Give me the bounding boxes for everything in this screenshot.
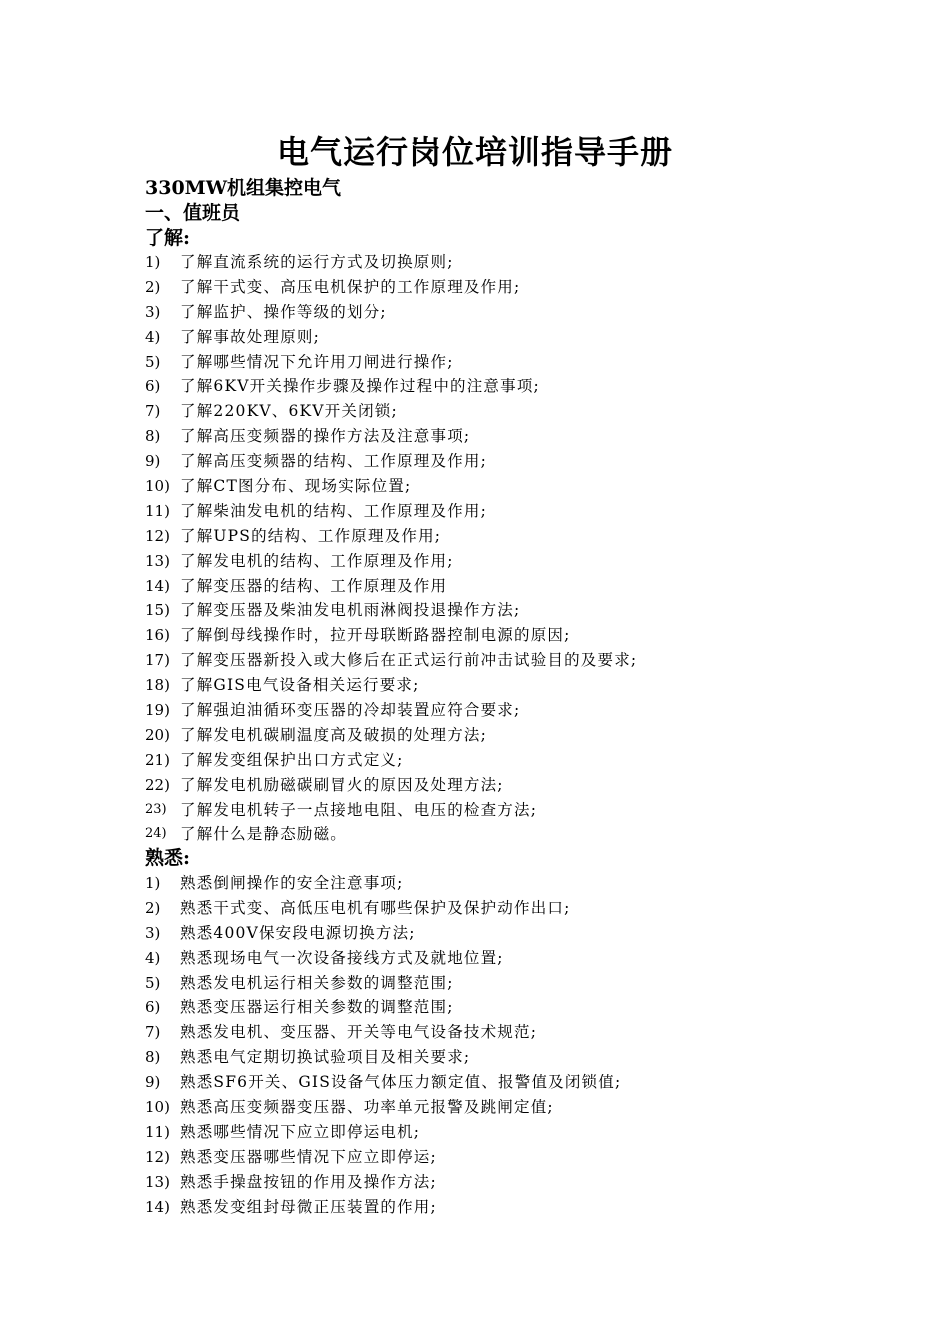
item-number: 14) — [145, 576, 170, 595]
item-text: 熟悉高压变频器变压器、功率单元报警及跳闸定值; — [180, 1098, 554, 1117]
item-text: 了解发电机励磁碳刷冒火的原因及处理方法; — [180, 775, 504, 794]
item-text: 了解事故处理原则; — [180, 327, 321, 346]
list-item — [145, 1020, 845, 1045]
item-text: 了解UPS的结构、工作原理及作用; — [180, 526, 442, 545]
item-number: 6) — [145, 377, 161, 396]
section-heading-familiar: 熟悉: — [145, 847, 191, 869]
list-item — [145, 648, 845, 673]
item-text: 了解CT图分布、现场实际位置; — [180, 477, 412, 496]
item-number: 17) — [145, 651, 170, 670]
list-item — [145, 549, 845, 574]
item-text: 了解发电机转子一点接地电阻、电压的检查方法; — [180, 800, 538, 819]
item-number: 7) — [145, 402, 161, 421]
item-text: 熟悉现场电气一次设备接线方式及就地位置; — [180, 948, 504, 967]
list-item — [145, 822, 845, 847]
list-item — [145, 399, 845, 424]
item-text: 了解直流系统的运行方式及切换原则; — [180, 253, 454, 271]
item-number: 3) — [145, 302, 161, 321]
item-number: 2) — [145, 898, 161, 917]
item-number: 7) — [145, 1023, 161, 1042]
item-text: 了解干式变、高压电机保护的工作原理及作用; — [180, 277, 521, 296]
item-text: 熟悉电气定期切换试验项目及相关要求; — [180, 1048, 471, 1067]
item-number: 4) — [145, 327, 161, 346]
item-number: 8) — [145, 427, 161, 446]
item-number: 15) — [145, 601, 170, 620]
list-item — [145, 946, 845, 971]
item-text: 熟悉变压器哪些情况下应立即停运; — [180, 1147, 437, 1166]
list-item — [145, 300, 845, 325]
item-number: 14) — [145, 1197, 170, 1216]
section-heading-understand: 了解: — [145, 227, 191, 249]
list-item — [145, 1170, 845, 1195]
item-text: 了解220KV、6KV开关闭锁; — [180, 402, 398, 421]
item-text: 了解哪些情况下允许用刀闸进行操作; — [180, 352, 454, 371]
item-number: 22) — [145, 775, 170, 794]
list-item — [145, 921, 845, 946]
list-item — [145, 275, 845, 300]
list-item — [145, 1145, 845, 1170]
item-number: 11) — [145, 1122, 170, 1141]
list-item — [145, 1120, 845, 1145]
item-number: 13) — [145, 1172, 170, 1191]
item-number: 6) — [145, 998, 161, 1017]
list-item — [145, 524, 845, 549]
item-number: 20) — [145, 725, 170, 744]
item-text: 了解发变组保护出口方式定义; — [180, 750, 404, 769]
list-item — [145, 474, 845, 499]
list-item — [145, 350, 845, 375]
item-text: 熟悉SF6开关、GIS设备气体压力额定值、报警值及闭锁值; — [180, 1073, 622, 1092]
item-number: 1) — [145, 874, 161, 892]
list-item — [145, 1095, 845, 1120]
list-item — [145, 574, 845, 599]
item-text: 了解GIS电气设备相关运行要求; — [180, 676, 420, 695]
item-number: 12) — [145, 526, 170, 545]
item-text: 了解柴油发电机的结构、工作原理及作用; — [180, 501, 488, 520]
list-item — [145, 971, 845, 996]
item-number: 2) — [145, 277, 161, 296]
list-item — [145, 623, 845, 648]
item-text: 了解发电机的结构、工作原理及作用; — [180, 551, 454, 570]
item-number: 23) — [145, 801, 167, 817]
item-number: 8) — [145, 1048, 161, 1067]
item-text: 熟悉哪些情况下应立即停运电机; — [180, 1122, 421, 1141]
item-number: 11) — [145, 501, 170, 520]
list-item — [145, 499, 845, 524]
item-text: 了解什么是静态励磁。 — [180, 825, 348, 844]
item-text: 了解高压变频器的操作方法及注意事项; — [180, 427, 471, 446]
item-text: 了解变压器的结构、工作原理及作用 — [180, 576, 448, 595]
item-number: 1) — [145, 253, 161, 271]
item-number: 24) — [145, 826, 167, 842]
item-text: 了解6KV开关操作步骤及操作过程中的注意事项; — [180, 377, 540, 396]
item-number: 5) — [145, 352, 161, 371]
item-number: 13) — [145, 551, 170, 570]
list-item — [145, 673, 845, 698]
item-text: 了解变压器新投入或大修后在正式运行前冲击试验目的及要求; — [180, 651, 638, 670]
list-item — [145, 449, 845, 474]
item-text: 熟悉发电机运行相关参数的调整范围; — [180, 973, 454, 992]
item-number: 19) — [145, 701, 170, 720]
item-text: 熟悉干式变、高低压电机有哪些保护及保护动作出口; — [180, 898, 571, 917]
item-number: 16) — [145, 626, 170, 645]
item-text: 熟悉手操盘按钮的作用及操作方法; — [180, 1172, 437, 1191]
list-item — [145, 1195, 845, 1220]
list-item — [145, 798, 845, 823]
list-item — [145, 723, 845, 748]
item-text: 了解高压变频器的结构、工作原理及作用; — [180, 452, 488, 471]
list-item — [145, 748, 845, 773]
list-item — [145, 250, 845, 275]
list-item — [145, 896, 845, 921]
item-number: 9) — [145, 452, 161, 471]
item-number: 4) — [145, 948, 161, 967]
list-item — [145, 374, 845, 399]
list-item — [145, 325, 845, 350]
item-number: 3) — [145, 923, 161, 942]
item-text: 熟悉400V保安段电源切换方法; — [180, 923, 416, 942]
item-number: 9) — [145, 1073, 161, 1092]
item-number: 10) — [145, 477, 170, 496]
item-number: 21) — [145, 750, 170, 769]
item-text: 熟悉发变组封母微正压装置的作用; — [180, 1197, 437, 1216]
item-text: 熟悉变压器运行相关参数的调整范围; — [180, 998, 454, 1017]
understand-list — [145, 250, 845, 847]
list-item — [145, 1070, 845, 1095]
list-item — [145, 1045, 845, 1070]
list-item — [145, 598, 845, 623]
item-text: 了解变压器及柴油发电机雨淋阀投退操作方法; — [180, 601, 521, 620]
role-heading: 一、值班员 — [145, 202, 241, 224]
list-item — [145, 773, 845, 798]
item-text: 了解监护、操作等级的划分; — [180, 302, 387, 321]
familiar-list — [145, 871, 845, 1219]
item-text: 了解发电机碳刷温度高及破损的处理方法; — [180, 725, 488, 744]
list-item — [145, 871, 845, 896]
item-text: 熟悉发电机、变压器、开关等电气设备技术规范; — [180, 1023, 538, 1042]
item-number: 18) — [145, 676, 170, 695]
item-number: 5) — [145, 973, 161, 992]
unit-heading: 330MW机组集控电气 — [145, 177, 342, 199]
item-text: 了解倒母线操作时，拉开母联断路器控制电源的原因; — [180, 626, 571, 645]
item-number: 10) — [145, 1098, 170, 1117]
item-text: 了解强迫油循环变压器的冷却装置应符合要求; — [180, 701, 521, 720]
list-item — [145, 424, 845, 449]
list-item — [145, 995, 845, 1020]
item-number: 12) — [145, 1147, 170, 1166]
document-title: 电气运行岗位培训指导手册 — [276, 133, 673, 171]
item-text: 熟悉倒闸操作的安全注意事项; — [180, 874, 404, 892]
list-item — [145, 698, 845, 723]
